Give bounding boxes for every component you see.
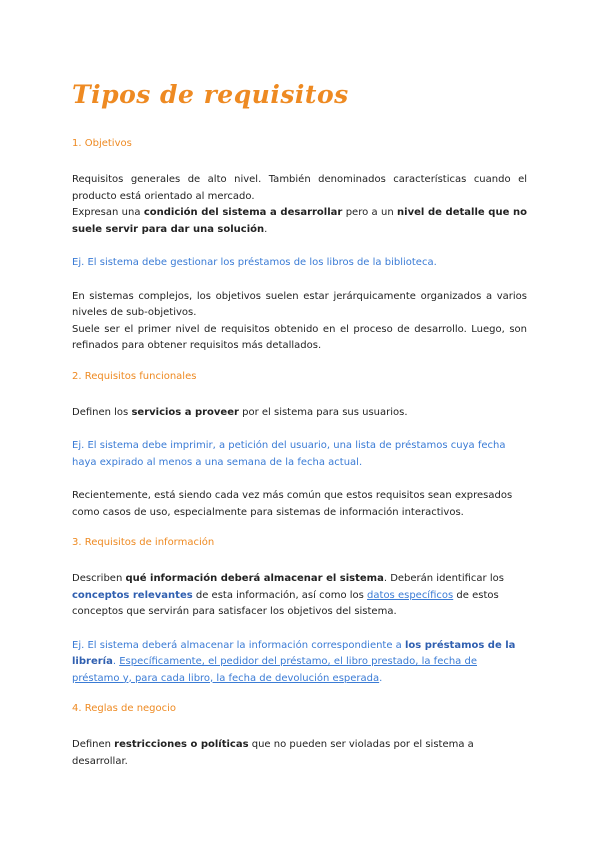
objetivos-example: Ej. El sistema debe gestionar los préstamos de los libros de la biblioteca. bbox=[72, 257, 437, 268]
section-heading-negocio: 4. Reglas de negocio bbox=[72, 703, 177, 714]
informacion-paragraph-1: Describen qué información deberá almacenar el sistema. Deberán identificar los conceptos relevantes de esta información, así como los datos específicos de estos conceptos que servirán para satisfacer los objetivos del sistema. bbox=[72, 573, 504, 617]
datos-especificos-link[interactable]: datos específicos bbox=[367, 589, 454, 601]
objetivos-paragraph-3: En sistemas complejos, los objetivos suelen estar jerárquicamente organizados a varios niveles de sub-objetivos. bbox=[72, 290, 527, 318]
funcionales-paragraph-2: Recientemente, está siendo cada vez más común que estos requisitos sean expresados como casos de uso, especialmente para sistemas de información interactivos. bbox=[72, 490, 513, 518]
especificamente-link[interactable]: Específicamente, el pedidor del préstamo, el libro prestado, la fecha de préstamo y, para cada libro, la fecha de devolución esperada bbox=[72, 656, 477, 684]
funcionales-example: Ej. El sistema debe imprimir, a petición del usuario, una lista de préstamos cuya fecha haya expirado al menos a una semana de la fecha actual. bbox=[72, 440, 506, 468]
section-heading-objetivos: 1. Objetivos bbox=[72, 138, 132, 149]
objetivos-paragraph-4: Suele ser el primer nivel de requisitos obtenido en el proceso de desarrollo. Luego, son refinados para obtener requisitos más detallados. bbox=[72, 323, 527, 351]
document-body bbox=[72, 138, 527, 770]
page-title: Tipos de requisitos bbox=[72, 80, 349, 109]
section-heading-informacion: 3. Requisitos de información bbox=[72, 537, 215, 548]
negocio-paragraph-1: Definen restricciones o políticas que no pueden ser violadas por el sistema a desarrollar. bbox=[72, 739, 474, 767]
section-heading-funcionales: 2. Requisitos funcionales bbox=[72, 370, 197, 382]
objetivos-paragraph-1: Requisitos generales de alto nivel. También denominados características cuando el producto está orientado al mercado. bbox=[72, 174, 527, 202]
funcionales-paragraph-1: Definen los servicios a proveer por el sistema para sus usuarios. bbox=[72, 406, 408, 418]
objetivos-paragraph-2: Expresan una condición del sistema a desarrollar pero a un nivel de detalle que no suele servir para dar una solución. bbox=[72, 207, 528, 235]
informacion-example: Ej. El sistema deberá almacenar la información correspondiente a los préstamos de la librería. Específicamente, el pedidor del préstamo, el libro prestado, la fecha de préstamo y, para cada libro, la fecha de devolución esperada. bbox=[72, 639, 516, 684]
